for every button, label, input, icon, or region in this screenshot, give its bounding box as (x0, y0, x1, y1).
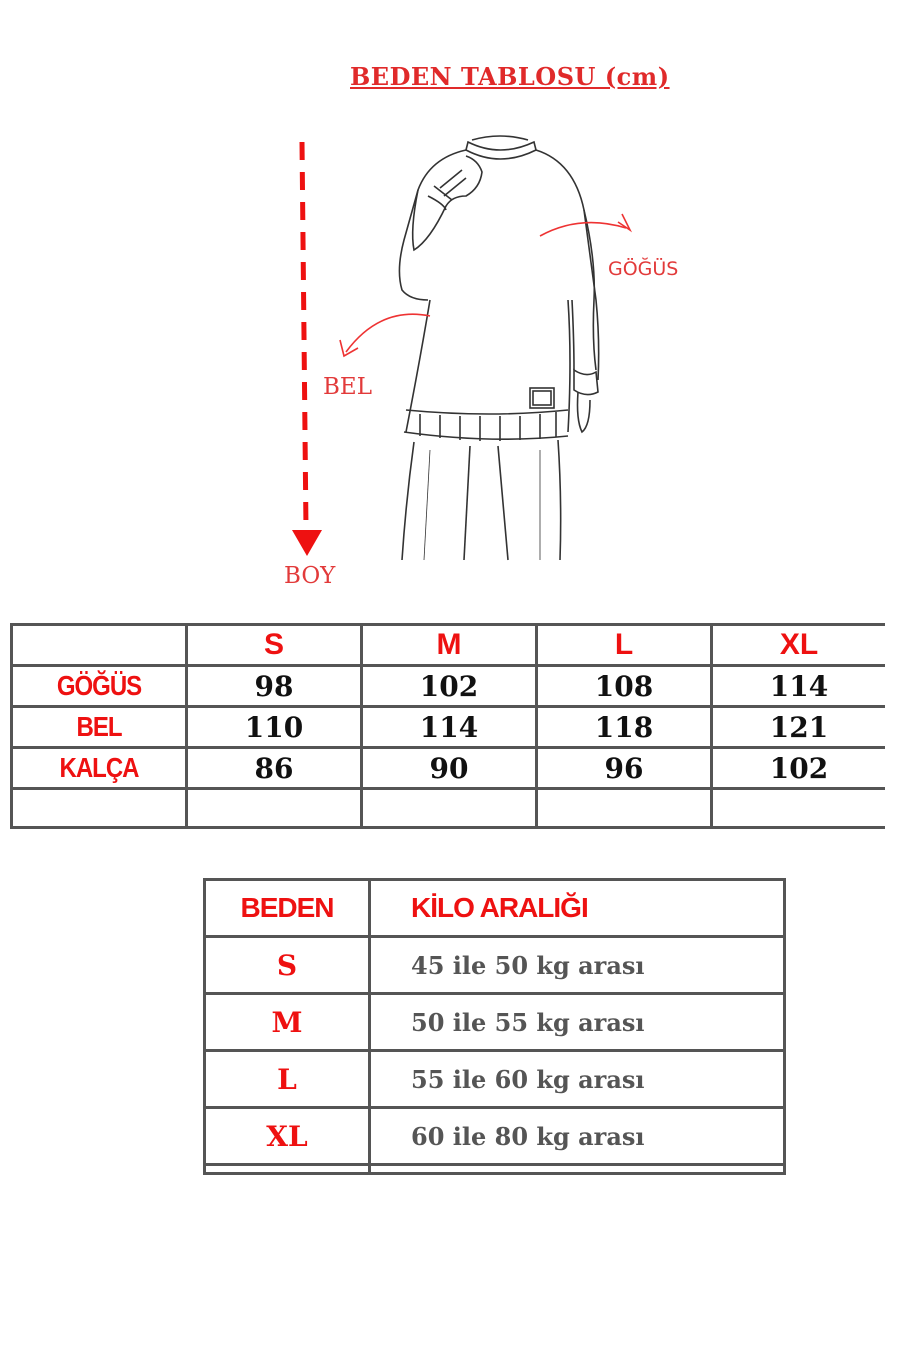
weight-range-table (203, 878, 786, 1175)
row-label-hip: KALÇA (12, 744, 187, 791)
weight-range-cell: 50 ile 55 kg arası (370, 994, 785, 1051)
size-measurement-table (10, 623, 885, 829)
empty-cell (205, 1165, 370, 1174)
table-cell: 86 (187, 748, 362, 789)
chest-arrow (540, 223, 626, 236)
table-cell: 114 (712, 666, 886, 707)
empty-table-row (12, 789, 886, 828)
table-cell: 96 (537, 748, 712, 789)
weight-range-header: KİLO ARALIĞI (370, 880, 785, 937)
empty-cell (370, 1165, 785, 1174)
empty-cell (362, 789, 537, 828)
table-cell: 114 (362, 707, 537, 748)
empty-cell (712, 789, 886, 828)
weight-range-cell: 60 ile 80 kg arası (370, 1108, 785, 1165)
length-arrow-head (292, 530, 322, 556)
weight-range-cell: 55 ile 60 kg arası (370, 1051, 785, 1108)
weight-range-cell: 45 ile 50 kg arası (370, 937, 785, 994)
table-row (205, 1108, 785, 1165)
size-cell: L (205, 1051, 370, 1108)
weight-header-row (205, 880, 785, 937)
size-column-header: S (187, 625, 362, 666)
header-empty-cell (12, 621, 187, 668)
size-cell: S (205, 937, 370, 994)
table-row (205, 994, 785, 1051)
size-column-header: XL (712, 625, 886, 666)
table-cell: 110 (187, 707, 362, 748)
table-row (12, 707, 886, 748)
size-cell: M (205, 994, 370, 1051)
size-column-header: M (362, 625, 537, 666)
table-cell: 121 (712, 707, 886, 748)
row-label-chest: GÖĞÜS (12, 662, 187, 709)
table-cell: 98 (187, 666, 362, 707)
table-row (205, 1051, 785, 1108)
size-header-row (12, 625, 886, 666)
empty-cell (537, 789, 712, 828)
garment-figure-illustration (0, 0, 900, 620)
empty-cell (187, 789, 362, 828)
waist-label: BEL (323, 374, 372, 400)
table-row (12, 748, 886, 789)
length-label: BOY (284, 563, 336, 589)
table-cell: 102 (712, 748, 886, 789)
table-row (205, 937, 785, 994)
empty-cell (12, 786, 187, 831)
page-title: BEDEN TABLOSU (cm) (350, 62, 670, 91)
table-cell: 90 (362, 748, 537, 789)
size-header: BEDEN (205, 880, 370, 937)
chest-label: GÖĞÜS (608, 258, 679, 280)
table-row (12, 666, 886, 707)
table-cell: 102 (362, 666, 537, 707)
waist-arrow (346, 314, 430, 352)
table-cell: 118 (537, 707, 712, 748)
size-column-header: L (537, 625, 712, 666)
empty-table-row (205, 1165, 785, 1174)
row-label-waist: BEL (12, 703, 187, 750)
length-arrow-line (302, 142, 306, 530)
size-cell: XL (205, 1108, 370, 1165)
table-cell: 108 (537, 666, 712, 707)
